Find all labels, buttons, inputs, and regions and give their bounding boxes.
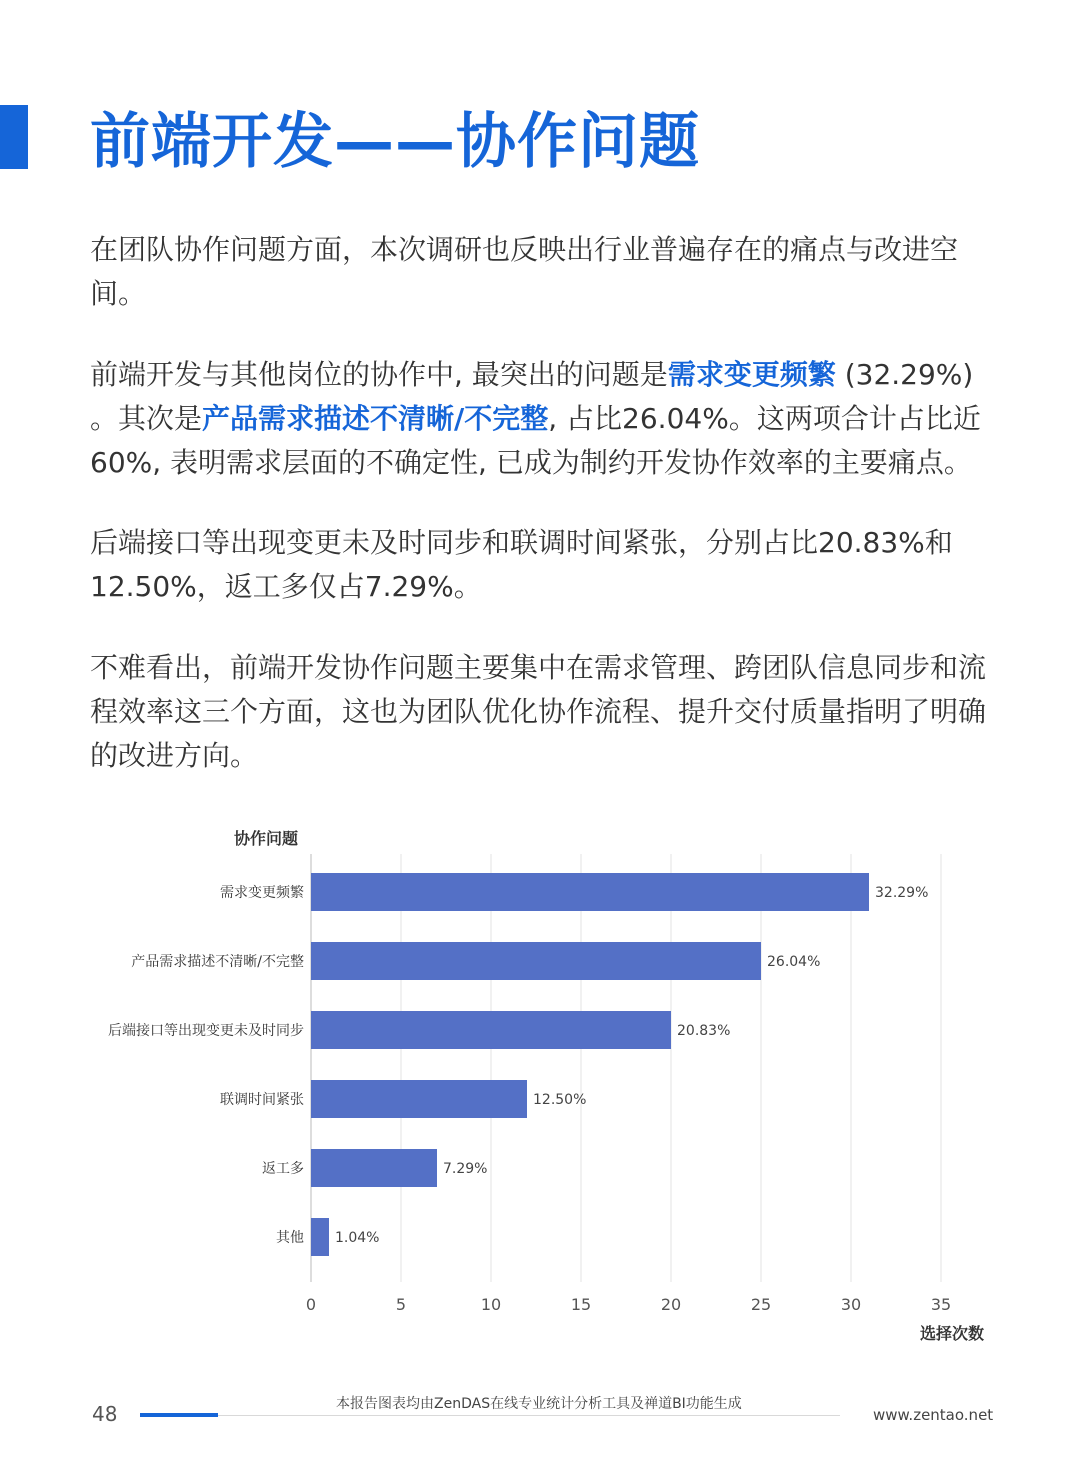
highlight-requirement-change: 需求变更频繁 — [667, 358, 836, 391]
paragraph-conclusion: 不难看出，前端开发协作问题主要集中在需求管理、跨团队信息同步和流程效率这三个方面，这也为团队优化协作流程、提升交付质量指明了明确的改进方向。 — [90, 651, 987, 772]
x-tick-label: 10 — [480, 1295, 502, 1314]
paragraph-text: (32.29%) 。其次是 — [90, 358, 974, 435]
paragraph-text: , 占比26.04%。这两项合计占比近60%, 表明需求层面的不确定性, 已成为制约开发协作效率的主要痛点。 — [90, 402, 981, 479]
x-tick-label: 20 — [660, 1295, 682, 1314]
chart-y-axis-title: 协作问题 — [234, 829, 299, 848]
bar — [311, 942, 761, 980]
data-label: 7.29% — [443, 1161, 488, 1177]
x-tick-label: 0 — [305, 1295, 317, 1314]
category-label: 其他 — [276, 1230, 304, 1246]
bar-chart — [0, 840, 1080, 1320]
data-label: 12.50% — [533, 1092, 587, 1108]
category-label: 返工多 — [262, 1161, 304, 1177]
data-label: 26.04% — [767, 954, 821, 970]
bar — [311, 1011, 671, 1049]
footer-divider — [140, 1415, 840, 1416]
category-label: 需求变更频繁 — [220, 885, 304, 901]
page-title: 前端开发——协作问题 — [90, 107, 700, 177]
category-label: 后端接口等出现变更未及时同步 — [108, 1023, 304, 1039]
bar — [311, 873, 869, 911]
bar — [311, 1218, 329, 1256]
data-label: 32.29% — [875, 885, 929, 901]
page-number: 48 — [92, 1402, 118, 1426]
paragraph-text: 前端开发与其他岗位的协作中, 最突出的问题是 — [90, 358, 668, 391]
paragraph-other-issues: 后端接口等出现变更未及时同步和联调时间紧张，分别占比20.83%和12.50%，返工多仅占7.29%。 — [90, 526, 953, 603]
bar — [311, 1149, 437, 1187]
category-label: 产品需求描述不清晰/不完整 — [131, 954, 304, 970]
paragraph-intro: 在团队协作问题方面，本次调研也反映出行业普遍存在的痛点与改进空间。 — [90, 233, 959, 310]
footer-accent-line — [140, 1413, 218, 1417]
bar — [311, 1080, 527, 1118]
x-tick-label: 35 — [930, 1295, 952, 1314]
footer-note: 本报告图表均由ZenDAS在线专业统计分析工具及禅道BI功能生成 — [336, 1396, 742, 1412]
data-label: 1.04% — [335, 1230, 380, 1246]
x-tick-label: 30 — [840, 1295, 862, 1314]
chart-x-axis-title: 选择次数 — [920, 1324, 985, 1343]
data-label: 20.83% — [677, 1023, 731, 1039]
x-tick-label: 15 — [570, 1295, 592, 1314]
x-tick-label: 25 — [750, 1295, 772, 1314]
highlight-unclear-requirements: 产品需求描述不清晰/不完整 — [202, 402, 549, 435]
footer-url: www.zentao.net — [873, 1406, 994, 1424]
paragraph-main-issues — [90, 353, 995, 485]
x-tick-label: 5 — [395, 1295, 407, 1314]
category-label: 联调时间紧张 — [220, 1092, 304, 1108]
title-accent-bar — [0, 105, 28, 169]
